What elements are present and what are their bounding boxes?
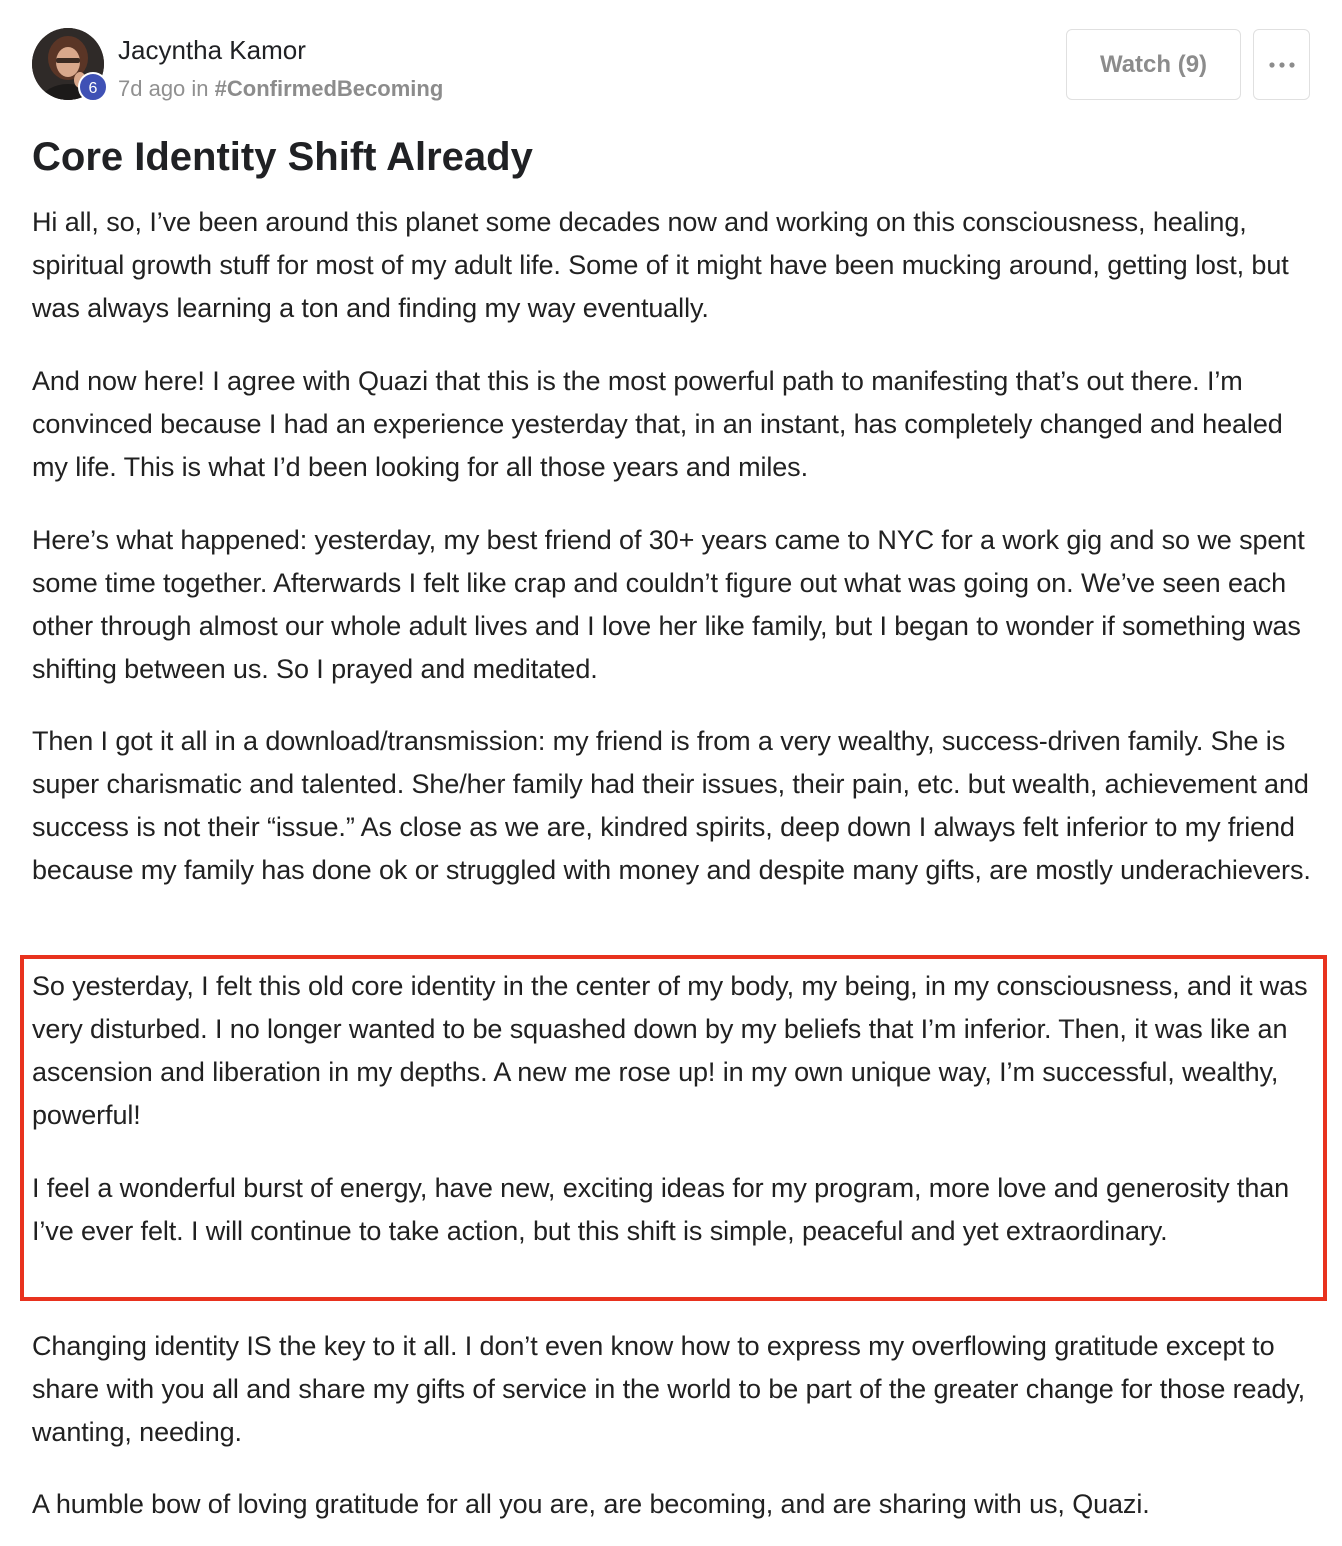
author-avatar[interactable] <box>32 28 106 102</box>
post-in-label: in <box>191 76 209 101</box>
post-paragraph-2: And now here! I agree with Quazi that this is the most powerful path to manifesting that’s out there. I’m convinced because I had an experience yesterday that, in an instant, has completely changed and healed my life. This is what I’d been looking for all those years and miles. <box>32 366 1283 482</box>
post-meta <box>118 74 443 104</box>
level-badge: 6 <box>78 72 108 102</box>
author-name[interactable]: Jacyntha Kamor <box>118 35 306 65</box>
more-options-button[interactable] <box>1253 29 1310 100</box>
post-paragraph-7: Changing identity IS the key to it all. I don’t even know how to express my overflowing gratitude except to share with you all and share my gifts of service in the world to be part of the greater change for those ready, wanting, needing. <box>32 1331 1306 1447</box>
post-paragraph-6: I feel a wonderful burst of energy, have new, exciting ideas for my program, more love and generosity than I’ve ever felt. I will continue to take action, but this shift is simple, peaceful and yet extraordinary. <box>32 1173 1290 1246</box>
post-paragraph-3: Here’s what happened: yesterday, my best friend of 30+ years came to NYC for a work gig and so we spent some time together. Afterwards I felt like crap and couldn’t figure out what was going on. We’ve seen each other through almost our whole adult lives and I love her like family, but I began to wonder if something was shifting between us. So I prayed and meditated. <box>32 525 1305 684</box>
more-horizontal-icon <box>1269 62 1295 68</box>
group-link[interactable]: #ConfirmedBecoming <box>214 76 444 101</box>
post-title: Core Identity Shift Already <box>32 135 533 179</box>
post-time: 7d ago <box>118 76 186 101</box>
post-paragraph-5: So yesterday, I felt this old core identity in the center of my body, my being, in my consciousness, and it was very disturbed. I no longer wanted to be squashed down by my beliefs that I’m inferior. Then, it was like an ascension and liberation in my depths. A new me rose up! in my own unique way, I’m successful, wealthy, powerful! <box>32 971 1308 1130</box>
post-paragraph-4: Then I got it all in a download/transmission: my friend is from a very wealthy, success-driven family. She is super charismatic and talented. She/her family had their issues, their pain, etc. but wealth, achievement and success is not their “issue.” As close as we are, kindred spirits, deep down I always felt inferior to my friend because my family has done ok or struggled with money and despite many gifts, are mostly underachievers. <box>32 726 1311 885</box>
watch-button[interactable]: Watch (9) <box>1066 29 1241 100</box>
post-paragraph-8: A humble bow of loving gratitude for all you are, are becoming, and are sharing with us, Quazi. <box>32 1489 1150 1519</box>
post-header <box>0 0 1342 120</box>
post-paragraph-1: Hi all, so, I’ve been around this planet some decades now and working on this consciousness, healing, spiritual growth stuff for most of my adult life. Some of it might have been mucking around, getting lost, but was always learning a ton and finding my way eventually. <box>32 207 1289 323</box>
